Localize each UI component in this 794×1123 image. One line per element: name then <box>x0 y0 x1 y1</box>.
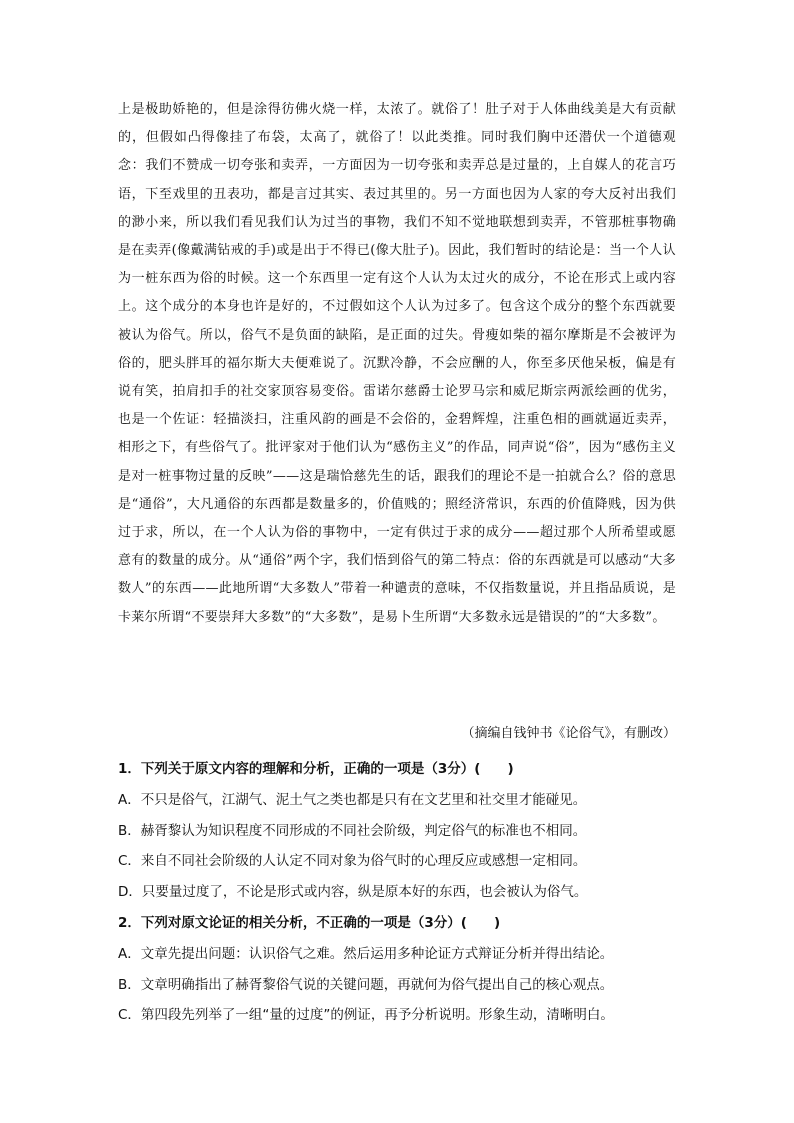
question-1-option-b: B．赫胥黎认为知识程度不同形成的不同社会阶级，判定俗气的标准也不相同。 <box>118 822 587 839</box>
article-body <box>118 96 676 632</box>
question-1-option-c: C．来自不同社会阶级的人认定不同对象为俗气时的心理反应或感想一定相同。 <box>118 853 587 870</box>
questions-section <box>118 754 678 1031</box>
question-2-title: 2．下列对原文论证的相关分析，不正确的一项是（3分）( ) <box>118 914 501 931</box>
article-paragraph: 上是极助娇艳的，但是涂得彷佛火烧一样，太浓了。就俗了！肚子对于人体曲线美是大有贡献的，但假如凸得像挂了布袋，太高了，就俗了！以此类推。同时我们胸中还潜伏一个道德观念：我们不赞成一切夸张和卖弄，一方面因为一切夸张和卖弄总是过量的，上自媒人的花言巧语，下至戏里的丑表功，都是言过其实、表过其里的。另一方面也因为人家的夸大反衬出我们的渺小来，所以我们看见我们认为过当的事物，我们不知不觉地联想到卖弄，不管那桩事物确是在卖弄(像戴满钻戒的手)或是出于不得已(像大肚子)。因此，我们暂时的结论是：当一个人认为一桩东西为俗的时候。这一个东西里一定有这个人认为太过火的成分，不论在形式上或内容上。这个成分的本身也许是好的，不过假如这个人认为过多了。包含这个成分的整个东西就要被认为俗气。所以，俗气不是负面的缺陷，是正面的过失。骨瘦如柴的福尔摩斯是不会被评为俗的，肥头胖耳的福尔斯大夫便难说了。沉默冷静，不会应酬的人，你至多厌他呆板，偏是有说有笑，拍肩扣手的社交家顶容易变俗。雷诺尔慈爵士论罗马宗和威尼斯宗两派绘画的优劣，也是一个佐证：轻描淡扫，注重风韵的画是不会俗的，金碧辉煌，注重色相的画就逼近卖弄，相形之下，有些俗气了。批评家对于他们认为“感伤主义”的作品，同声说“俗”，因为“感伤主义是对一桩事物过量的反映”——这是瑞恰慈先生的话，跟我们的理论不是一拍就合么？俗的意思是“通俗”，大凡通俗的东西都是数量多的，价值贱的；照经济常识，东西的价值降贱，因为供过于求，所以，在一个人认为俗的事物中，一定有供过于求的成分——超过那个人所希望或愿意有的数量的成分。从“通俗”两个字，我们悟到俗气的第二特点：俗的东西就是可以感动“大多数人”的东西——此地所谓“大多数人”带着一种谴责的意味，不仅指数量说，并且指品质说，是卡莱尔所谓“不要崇拜大多数”的“大多数”，是易卜生所谓“大多数永远是错误的”的“大多数”。 <box>118 102 676 625</box>
question-1-title: 1．下列关于原文内容的理解和分析，正确的一项是（3分）( ) <box>118 761 514 777</box>
question-2 <box>118 908 678 1031</box>
question-2-option-b: B．文章明确指出了赫胥黎俗气说的关键问题，再就何为俗气提出自己的核心观点。 <box>118 976 614 993</box>
question-1 <box>118 754 678 908</box>
question-1-option-d: D．只要量过度了，不论是形式或内容，纵是原本好的东西，也会被认为俗气。 <box>118 884 588 901</box>
question-2-option-c: C．第四段先列举了一组“量的过度”的例证，再予分析说明。形象生动，清晰明白。 <box>118 1007 614 1024</box>
article-source: （摘编自钱钟书《论俗气》，有删改） <box>461 726 676 741</box>
question-1-option-a: A．不只是俗气，江湖气、泥土气之类也都是只有在文艺里和社交里才能碰见。 <box>118 791 587 808</box>
question-2-option-a: A．文章先提出问题：认识俗气之难。然后运用多种论证方式辩证分析并得出结论。 <box>118 945 614 962</box>
